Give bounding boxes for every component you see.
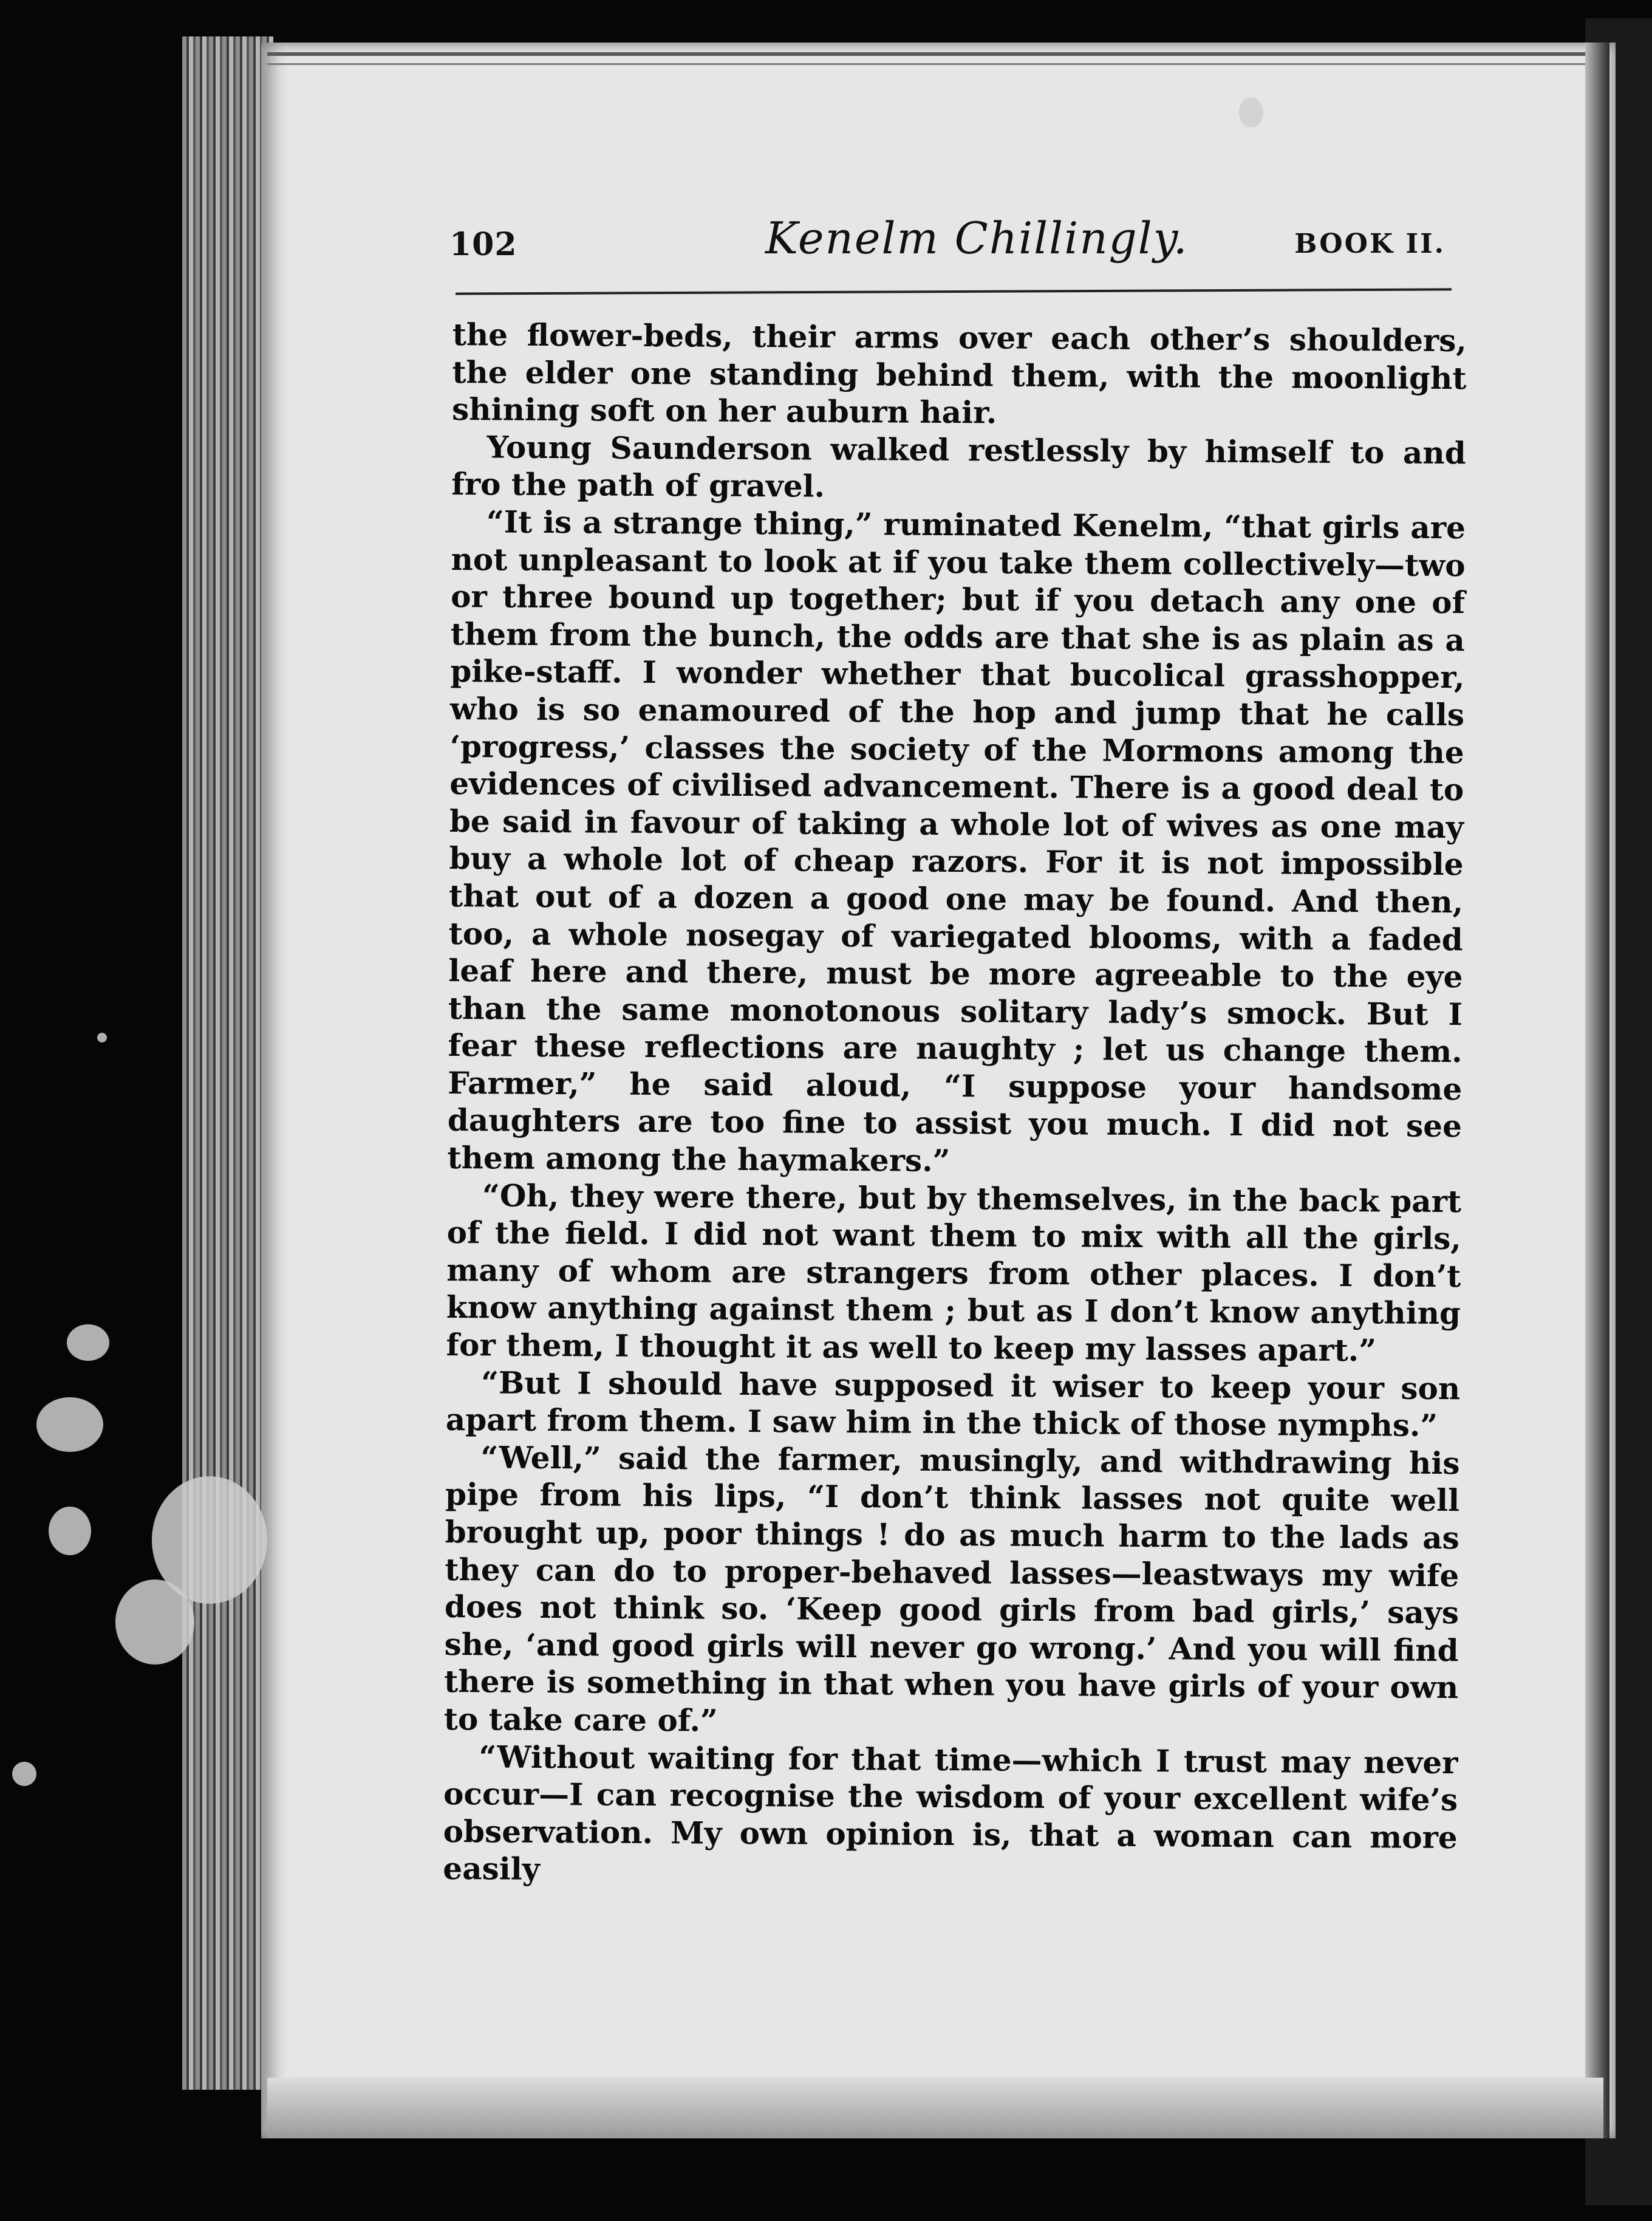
paragraph: “Without waiting for that time—which I trust may never occur—I can recognise the wisdom of your excellent wife’s observation. My own opinion is, that a woman can more easily bbox=[443, 1738, 1458, 1887]
paragraph: “It is a strange thing,” ruminated Kenelm, “that girls are not unpleasant to look at if you take them collectively—two or three bound up together; but if you detach any one of them from the bunch, the odds are that she is as plain as a pike-staff. I wonder whether that bucolical grasshopper, who is so enamoured of the hop and jump that he calls ‘progress,’ classes the society of the Mormons among the evidences of civilised advancement. There is a good deal to be said in favour of taking a whole lot of wives as one may buy a whole lot of cheap razors. For it is not impossible that out of a dozen a good one may be found. And then, too, a whole nosegay of variegated blooms, with a faded leaf here and there, must be more agreeable to the eye than the same monotonous solitary lady’s smock. But I fear these reflections are naughty ; let us change them. Farmer,” he said aloud, “I suppose your handsome daughters are too fine to assist you much. I did not see them among the haymakers.” bbox=[447, 504, 1466, 1179]
book-title: Kenelm Chillingly. bbox=[765, 213, 1189, 264]
dust-speck bbox=[97, 1033, 107, 1042]
page-body-text bbox=[443, 316, 1467, 1894]
dust-speck bbox=[12, 1762, 36, 1786]
dust-speck bbox=[49, 1507, 91, 1555]
paragraph: Young Saunderson walked restlessly by himself to and fro the path of gravel. bbox=[451, 429, 1466, 505]
page-number: 102 bbox=[449, 226, 517, 263]
paragraph: “Oh, they were there, but by themselves, in the back part of the field. I did not want them to mix with all the girls, many of whom are strangers from other places. I don’t know anything against them ; but as I don’t know anything for them, I thought it as well to keep my lasses apart.” bbox=[446, 1177, 1462, 1369]
dust-speck bbox=[36, 1397, 103, 1452]
page-stack-edges bbox=[182, 36, 273, 2090]
page-bottom-edge bbox=[267, 2078, 1603, 2138]
running-head bbox=[449, 213, 1445, 279]
dust-speck bbox=[115, 1579, 194, 1665]
paragraph: the flower-beds, their arms over each other’s shoulders, the elder one standing behind them, with the moonlight shining soft on her auburn hair. bbox=[451, 317, 1467, 431]
page-top-border-inner bbox=[267, 63, 1609, 65]
paragraph: “But I should have supposed it wiser to keep your son apart from them. I saw him in the thick of those nymphs.” bbox=[445, 1364, 1461, 1444]
dust-speck bbox=[1239, 97, 1263, 128]
dust-speck bbox=[67, 1324, 109, 1361]
paragraph: “Well,” said the farmer, musingly, and withdrawing his pipe from his lips, “I don’t think lasses not quite well brought up, poor things ! do as much harm to the lads as they can do to proper-behaved lasses—leastways my wife does not think so. ‘Keep good girls from bad girls,’ says she, ‘and good girls will never go wrong.’ And you will find there is something in that when you have girls of your own to take care of.” bbox=[443, 1439, 1460, 1739]
page-top-border bbox=[267, 52, 1609, 56]
page-right-edge bbox=[1585, 43, 1609, 2138]
book-section: BOOK II. bbox=[1294, 228, 1445, 259]
